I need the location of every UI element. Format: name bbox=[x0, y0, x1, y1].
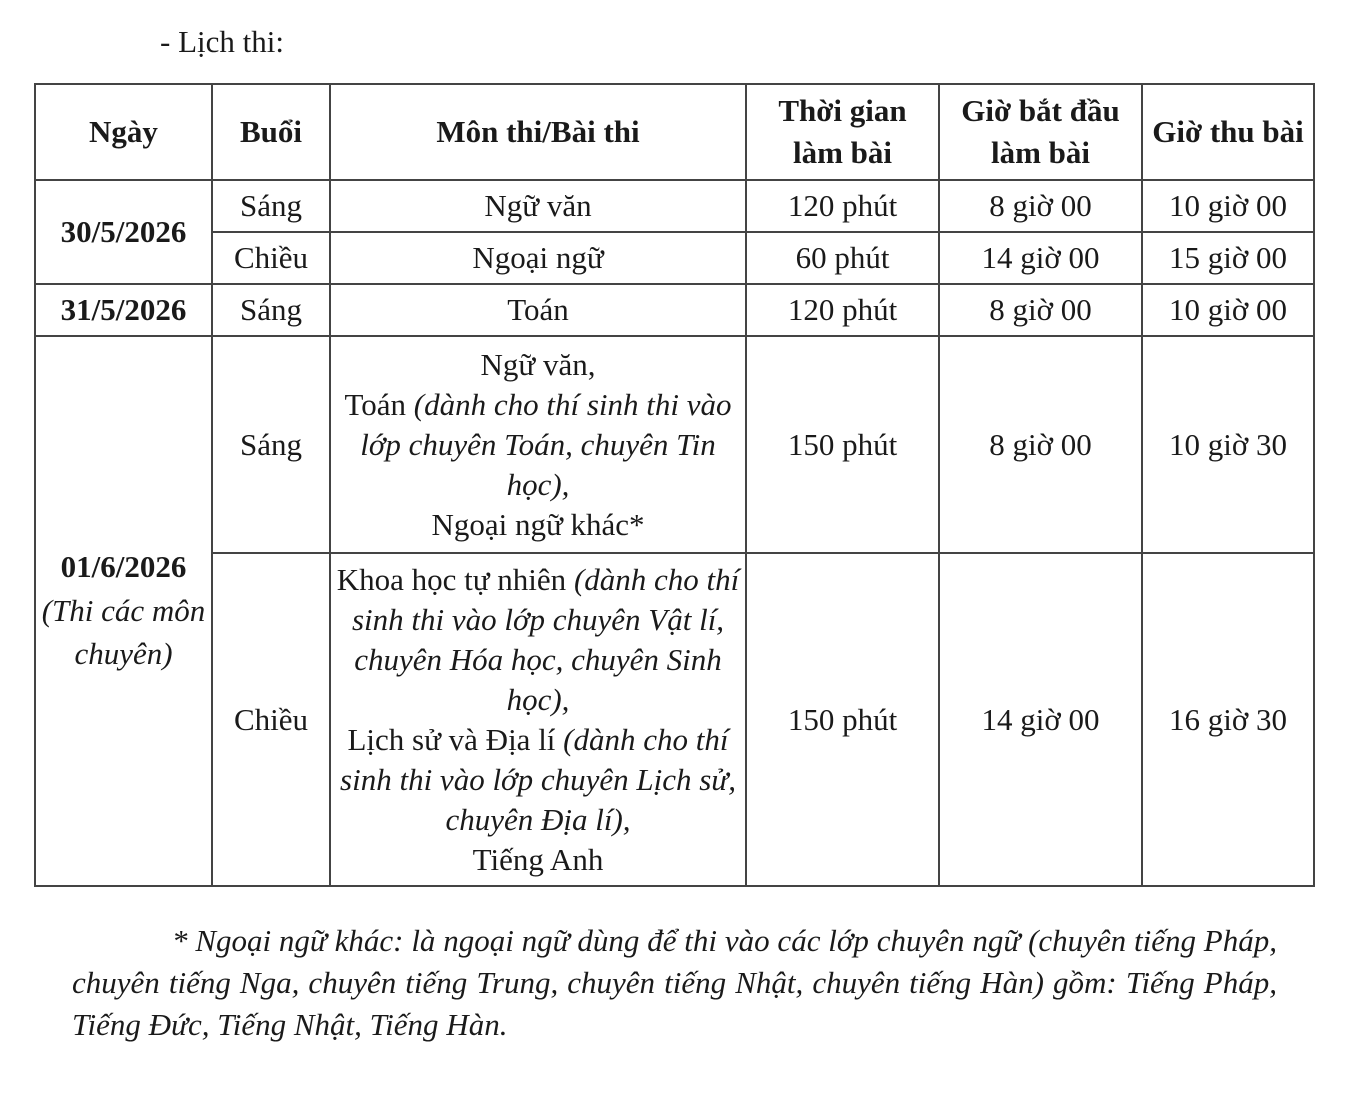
end-time-cell: 10 giờ 00 bbox=[1142, 284, 1314, 336]
header-end-time: Giờ thu bài bbox=[1142, 84, 1314, 180]
duration-cell: 120 phút bbox=[746, 284, 939, 336]
date-value: 01/6/2026 bbox=[60, 549, 187, 584]
subject-line bbox=[335, 385, 741, 505]
table-header-row bbox=[35, 84, 1314, 180]
end-time-cell: 15 giờ 00 bbox=[1142, 232, 1314, 284]
subject-cell: Ngoại ngữ bbox=[330, 232, 746, 284]
subject-note: (dành cho thí sinh thi vào lớp chuyên Toán, chuyên Tin học), bbox=[360, 386, 732, 502]
subject-text: Lịch sử và Địa lí bbox=[347, 721, 564, 757]
table-row bbox=[35, 336, 1314, 553]
exam-schedule-table bbox=[34, 83, 1315, 887]
duration-cell: 60 phút bbox=[746, 232, 939, 284]
end-time-cell: 16 giờ 30 bbox=[1142, 553, 1314, 886]
date-note: (Thi các môn chuyên) bbox=[41, 593, 206, 671]
subject-text: Khoa học tự nhiên bbox=[336, 561, 574, 597]
subject-text: Toán bbox=[344, 386, 414, 422]
subject-cell bbox=[330, 336, 746, 553]
start-time-cell: 8 giờ 00 bbox=[939, 336, 1142, 553]
start-time-cell: 14 giờ 00 bbox=[939, 553, 1142, 886]
footnote-text: * Ngoại ngữ khác: là ngoại ngữ dùng để thi vào các lớp chuyên ngữ (chuyên tiếng Pháp, chuyên tiếng Nga, chuyên tiếng Trung, chuyên tiếng Nhật, chuyên tiếng Hàn) gồm: Tiếng Pháp, Tiếng Đức, Tiếng Nhật, Tiếng Hàn. bbox=[72, 923, 1277, 1042]
footnote bbox=[72, 920, 1277, 1046]
table-row bbox=[35, 232, 1314, 284]
session-cell: Sáng bbox=[212, 336, 330, 553]
header-session: Buổi bbox=[212, 84, 330, 180]
date-cell: 30/5/2026 bbox=[35, 180, 212, 284]
duration-cell: 120 phút bbox=[746, 180, 939, 232]
end-time-cell: 10 giờ 30 bbox=[1142, 336, 1314, 553]
table-row bbox=[35, 553, 1314, 886]
subject-note: (dành cho thí sinh thi vào lớp chuyên Vật lí, chuyên Hóa học, chuyên Sinh học), bbox=[351, 561, 740, 717]
header-date: Ngày bbox=[35, 84, 212, 180]
session-cell: Chiều bbox=[212, 553, 330, 886]
date-cell bbox=[35, 336, 212, 886]
subject-cell: Toán bbox=[330, 284, 746, 336]
header-subject: Môn thi/Bài thi bbox=[330, 84, 746, 180]
subject-line: Tiếng Anh bbox=[472, 841, 604, 877]
duration-cell: 150 phút bbox=[746, 336, 939, 553]
header-duration: Thời gian làm bài bbox=[746, 84, 939, 180]
section-heading: - Lịch thi: bbox=[160, 24, 284, 59]
start-time-cell: 8 giờ 00 bbox=[939, 284, 1142, 336]
table-row bbox=[35, 180, 1314, 232]
duration-cell: 150 phút bbox=[746, 553, 939, 886]
subject-cell: Ngữ văn bbox=[330, 180, 746, 232]
subject-line: Ngữ văn, bbox=[480, 346, 596, 382]
date-cell: 31/5/2026 bbox=[35, 284, 212, 336]
end-time-cell: 10 giờ 00 bbox=[1142, 180, 1314, 232]
subject-cell bbox=[330, 553, 746, 886]
start-time-cell: 8 giờ 00 bbox=[939, 180, 1142, 232]
table-row bbox=[35, 284, 1314, 336]
subject-line bbox=[335, 560, 741, 720]
session-cell: Sáng bbox=[212, 284, 330, 336]
subject-line: Ngoại ngữ khác* bbox=[431, 506, 645, 542]
subject-line bbox=[335, 720, 741, 840]
session-cell: Chiều bbox=[212, 232, 330, 284]
session-cell: Sáng bbox=[212, 180, 330, 232]
start-time-cell: 14 giờ 00 bbox=[939, 232, 1142, 284]
subject-note: (dành cho thí sinh thi vào lớp chuyên Lịch sử, chuyên Địa lí), bbox=[340, 721, 736, 837]
header-start-time: Giờ bắt đầu làm bài bbox=[939, 84, 1142, 180]
